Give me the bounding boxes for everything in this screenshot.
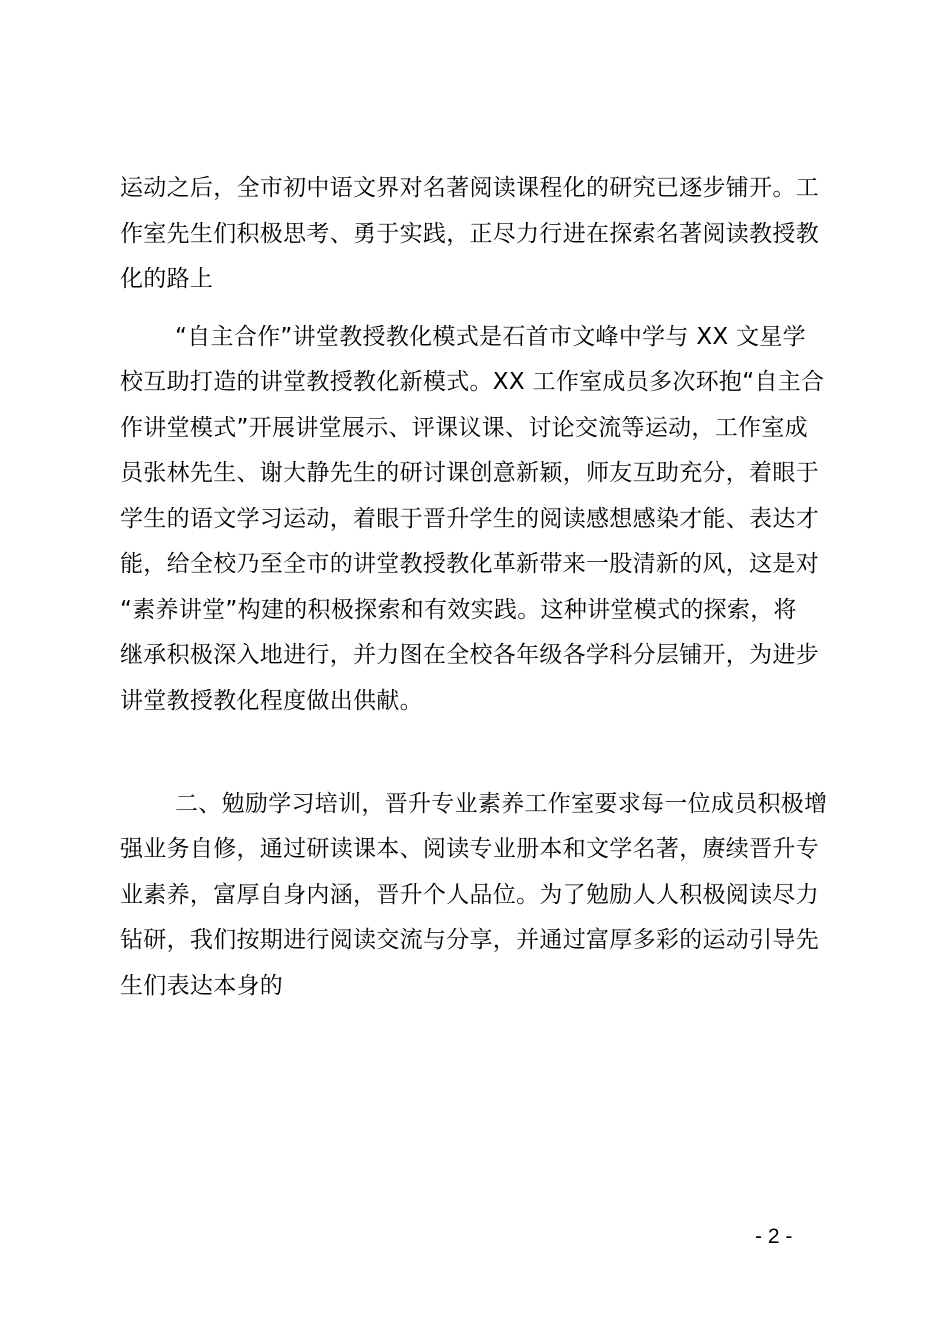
text-line: 运动之后，全市初中语文界对名著阅读课程化的研究已逐步铺开。工	[120, 175, 819, 201]
paragraph-1	[120, 166, 850, 303]
text-line: 员张林先生、谢大静先生的研讨课创意新颖，师友互助充分，着眼于	[120, 460, 819, 486]
text-line: 作室先生们积极思考、勇于实践，正尽力行进在探索名著阅读教授教	[120, 220, 819, 247]
text-line: “素养讲堂”构建的积极探索和有效实践。这种讲堂模式的探索，将	[120, 596, 797, 623]
text-line: 继承积极深入地进行，并力图在全校各年级各学科分层铺开，为进步	[120, 642, 819, 668]
page-number: - 2 -	[755, 1225, 793, 1248]
body-text	[120, 166, 850, 1009]
paragraph-gap	[120, 770, 850, 782]
text-line: 作讲堂模式”开展讲堂展示、评课议课、讨论交流等运动，工作室成	[120, 414, 808, 441]
text-line: 学生的语文学习运动，着眼于晋升学生的阅读感想感染才能、表达才	[120, 505, 819, 532]
text-line: “自主合作”讲堂教授教化模式是石首市文峰中学与 XX 文星学	[175, 323, 806, 350]
text-line: 二、勉励学习培训，晋升专业素养工作室要求每一位成员积极增	[175, 790, 828, 817]
paragraph-2	[120, 315, 850, 770]
text-line: 化的路上	[120, 266, 214, 292]
paragraph-gap	[120, 303, 850, 315]
text-line: 业素养，富厚自身内涵，晋升个人品位。为了勉励人人积极阅读尽力	[120, 881, 819, 908]
text-line: 强业务自修，通过研读课本、阅读专业册本和文学名著，赓续晋升专	[120, 836, 819, 862]
text-line: 钻研，我们按期进行阅读交流与分享，并通过富厚多彩的运动引导先	[120, 927, 819, 953]
paragraph-3	[120, 782, 850, 1010]
text-line	[120, 724, 850, 770]
text-line: 生们表达本身的	[120, 972, 284, 999]
text-line: 讲堂教授教化程度做出供献。	[120, 687, 423, 714]
text-line: 能，给全校乃至全市的讲堂教授教化革新带来一股清新的风，这是对	[120, 551, 819, 577]
text-line: 校互助打造的讲堂教授教化新模式。XX 工作室成员多次环抱“自主合	[120, 369, 825, 395]
